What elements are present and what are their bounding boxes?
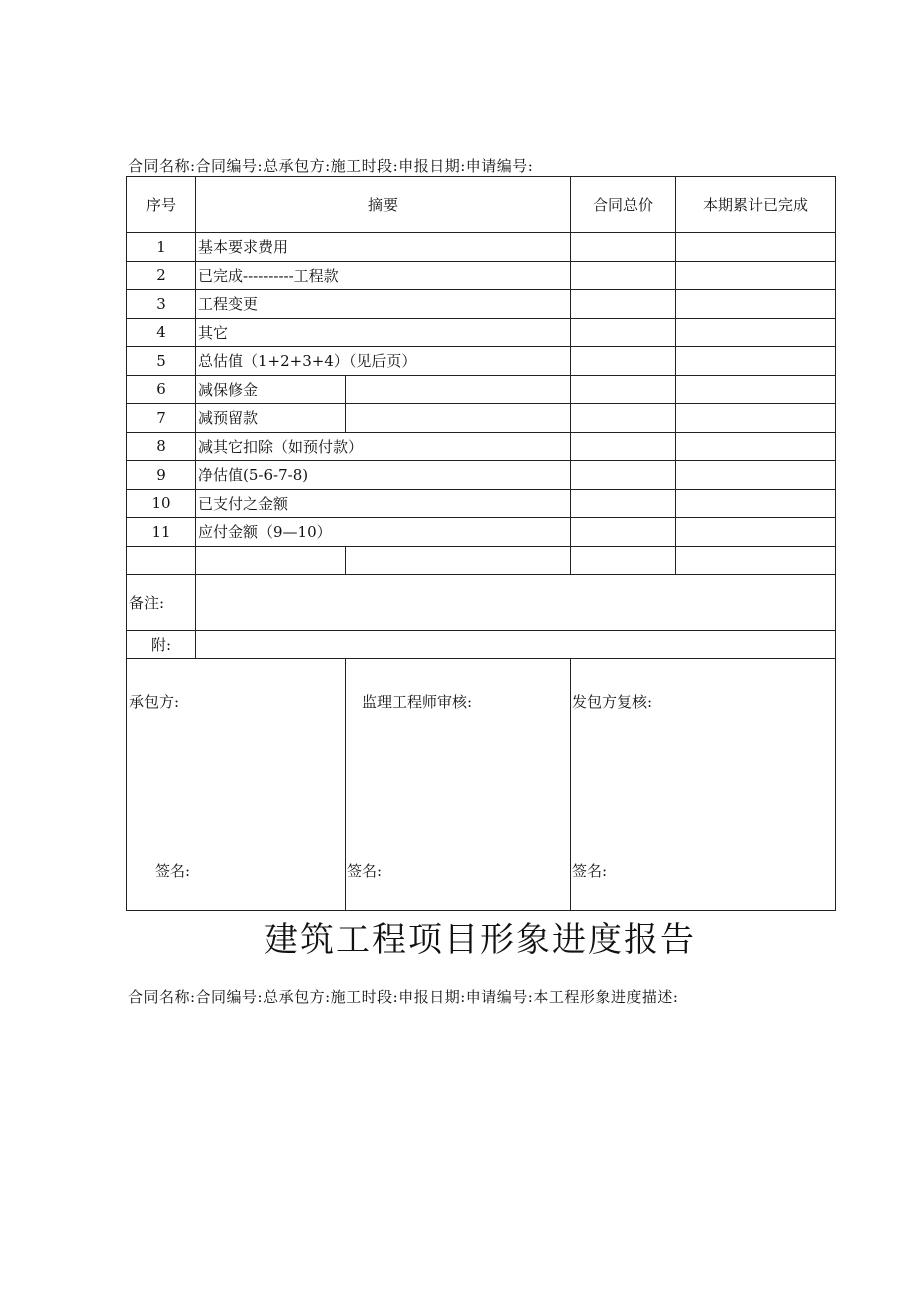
attachment-field[interactable] [196,631,836,659]
row-index: 7 [127,404,196,433]
row-index: 6 [127,375,196,404]
table-row [127,518,836,547]
contractor-label: 承包方: [129,693,180,711]
row-label: 总估值（1+2+3+4）（见后页） [196,347,571,376]
payment-application-table [126,176,836,911]
row-label: 减其它扣除（如预付款） [196,432,571,461]
contract-total-cell[interactable] [571,375,676,404]
table-row [127,432,836,461]
remarks-row [127,575,836,631]
header-index: 序号 [127,177,196,233]
table-row [127,375,836,404]
row-label: 减预留款 [196,404,346,433]
contract-total-cell[interactable] [571,233,676,262]
cumulative-cell[interactable] [676,290,836,319]
table-row [127,233,836,262]
table-row-empty [127,546,836,575]
contract-total-cell[interactable] [571,546,676,575]
header-contract-total: 合同总价 [571,177,676,233]
contract-total-cell[interactable] [571,404,676,433]
table-row [127,347,836,376]
cumulative-cell[interactable] [676,489,836,518]
summary-value-cell[interactable] [346,404,571,433]
contract-total-cell[interactable] [571,489,676,518]
contract-total-cell[interactable] [571,318,676,347]
summary-value-cell[interactable] [346,375,571,404]
employer-signature-label: 签名: [572,862,608,880]
employer-label: 发包方复核: [572,693,653,711]
attachment-row [127,631,836,659]
empty-value-cell[interactable] [346,546,571,575]
cumulative-cell[interactable] [676,461,836,490]
row-label: 已支付之金额 [196,489,571,518]
employer-signature-cell[interactable] [571,659,836,911]
cumulative-cell[interactable] [676,318,836,347]
contract-total-cell[interactable] [571,461,676,490]
header-summary: 摘要 [196,177,571,233]
row-index: 2 [127,261,196,290]
contractor-signature-label: 签名: [155,862,191,880]
progress-header-fields-line: 合同名称:合同编号:总承包方:施工时段:申报日期:申请编号:本工程形象进度描述: [128,988,679,1006]
row-index: 4 [127,318,196,347]
header-cumulative: 本期累计已完成 [676,177,836,233]
table-header-row [127,177,836,233]
table-row [127,404,836,433]
cumulative-cell[interactable] [676,404,836,433]
cumulative-cell[interactable] [676,233,836,262]
contractor-signature-cell[interactable] [127,659,346,911]
row-index: 5 [127,347,196,376]
row-label: 基本要求费用 [196,233,571,262]
row-index: 11 [127,518,196,547]
row-index: 1 [127,233,196,262]
remarks-field[interactable] [196,575,836,631]
report-title: 建筑工程项目形象进度报告 [264,920,696,960]
row-index: 10 [127,489,196,518]
contract-total-cell[interactable] [571,261,676,290]
supervisor-signature-label: 签名: [347,862,383,880]
contract-total-cell[interactable] [571,432,676,461]
attachment-label: 附: [127,631,196,659]
table-row [127,461,836,490]
empty-index-cell[interactable] [127,546,196,575]
table-row [127,261,836,290]
remarks-label: 备注: [127,575,196,631]
cumulative-cell[interactable] [676,546,836,575]
contract-total-cell[interactable] [571,347,676,376]
empty-label-cell[interactable] [196,546,346,575]
supervisor-label: 监理工程师审核: [362,693,473,711]
row-index: 9 [127,461,196,490]
contract-total-cell[interactable] [571,518,676,547]
cumulative-cell[interactable] [676,261,836,290]
supervisor-signature-cell[interactable] [346,659,571,911]
header-fields-line: 合同名称:合同编号:总承包方:施工时段:申报日期:申请编号: [128,157,534,175]
row-label: 净估值(5-6-7-8) [196,461,571,490]
table-row [127,489,836,518]
row-label: 已完成----------工程款 [196,261,571,290]
row-label: 应付金额（9—10） [196,518,571,547]
cumulative-cell[interactable] [676,518,836,547]
table-row [127,290,836,319]
row-label: 工程变更 [196,290,571,319]
row-index: 8 [127,432,196,461]
table-row [127,318,836,347]
cumulative-cell[interactable] [676,347,836,376]
row-label: 减保修金 [196,375,346,404]
cumulative-cell[interactable] [676,432,836,461]
row-label: 其它 [196,318,571,347]
signature-row [127,659,836,911]
contract-total-cell[interactable] [571,290,676,319]
row-index: 3 [127,290,196,319]
cumulative-cell[interactable] [676,375,836,404]
